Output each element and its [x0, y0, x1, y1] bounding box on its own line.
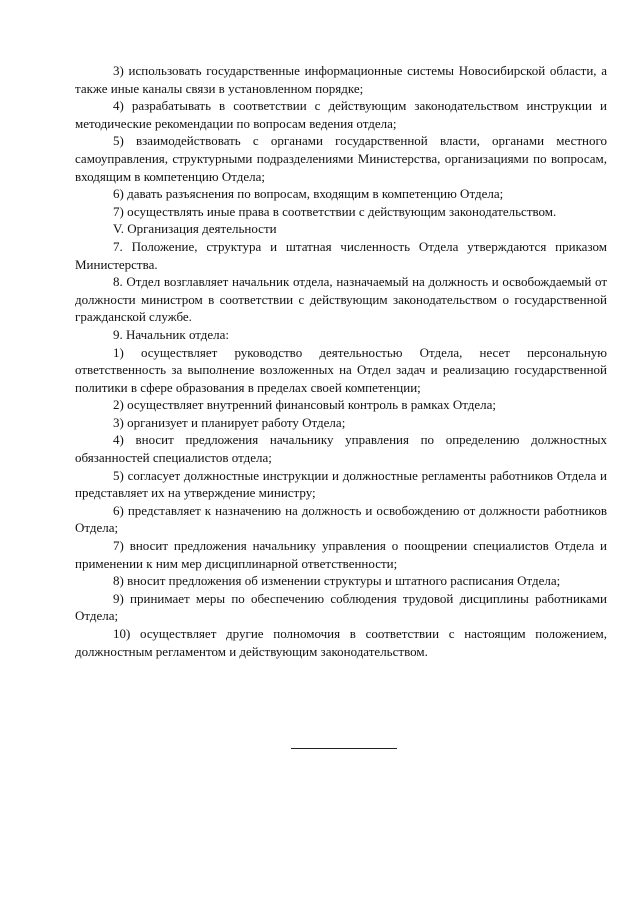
- paragraph-9: 9. Начальник отдела:: [113, 326, 230, 342]
- paragraph-9-item-2: 2) осуществляет внутренний финансовый контроль в рамках Отдела;: [113, 397, 497, 413]
- end-divider-line: [291, 748, 397, 749]
- paragraph-9-item-3: 3) организует и планирует работу Отдела;: [113, 414, 346, 430]
- paragraph-8: 8. Отдел возглавляет начальник отдела, назначаемый на должность и освобождаемый от должности министром в соответствии с действующим законодательством о государственной гражданской службе.: [75, 274, 607, 325]
- paragraph-rights-6: 6) давать разъяснения по вопросам, входящим в компетенцию Отдела;: [113, 186, 504, 202]
- section-title: V. Организация деятельности: [113, 221, 277, 237]
- paragraph-7: 7. Положение, структура и штатная численность Отдела утверждаются приказом Министерства.: [75, 238, 607, 272]
- paragraph-9-item-6: 6) представляет к назначению на должность и освобождению от должности работников Отдела;: [75, 502, 607, 536]
- paragraph-9-item-10: 10) осуществляет другие полномочия в соответствии с настоящим положением, должностным регламентом и действующим законодательством.: [75, 626, 607, 659]
- paragraph-rights-3: 3) использовать государственные информационные системы Новосибирской области, а также иные каналы связи в установленном порядке;: [75, 63, 607, 96]
- paragraph-9-item-4: 4) вносит предложения начальнику управления по определению должностных обязанностей специалистов отдела;: [75, 432, 607, 466]
- paragraph-rights-7: 7) осуществлять иные права в соответствии с действующим законодательством.: [113, 203, 557, 219]
- document-page: [75, 62, 607, 660]
- paragraph-9-item-5: 5) согласует должностные инструкции и должностные регламенты работников Отдела и представляет их на утверждение министру;: [75, 467, 607, 501]
- paragraph-9-item-8: 8) вносит предложения об изменении структуры и штатного расписания Отдела;: [113, 573, 561, 589]
- paragraph-rights-5: 5) взаимодействовать с органами государственной власти, органами местного самоуправления, структурными подразделениями Министерства, организациями по вопросам, входящим в компетенцию Отдела;: [75, 133, 607, 184]
- paragraph-9-item-1: 1) осуществляет руководство деятельностью Отдела, несет персональную ответственность за выполнение возложенных на Отдел задач и реализацию государственной политики в сфере образования в пределах своей компетенции;: [75, 344, 607, 395]
- paragraph-9-item-7: 7) вносит предложения начальнику управления о поощрении специалистов Отдела и применении к ним мер дисциплинарной ответственности;: [75, 538, 607, 571]
- paragraph-rights-4: 4) разрабатывать в соответствии с действующим законодательством инструкции и методические рекомендации по вопросам ведения отдела;: [75, 98, 607, 131]
- paragraph-9-item-9: 9) принимает меры по обеспечению соблюдения трудовой дисциплины работниками Отдела;: [75, 590, 607, 624]
